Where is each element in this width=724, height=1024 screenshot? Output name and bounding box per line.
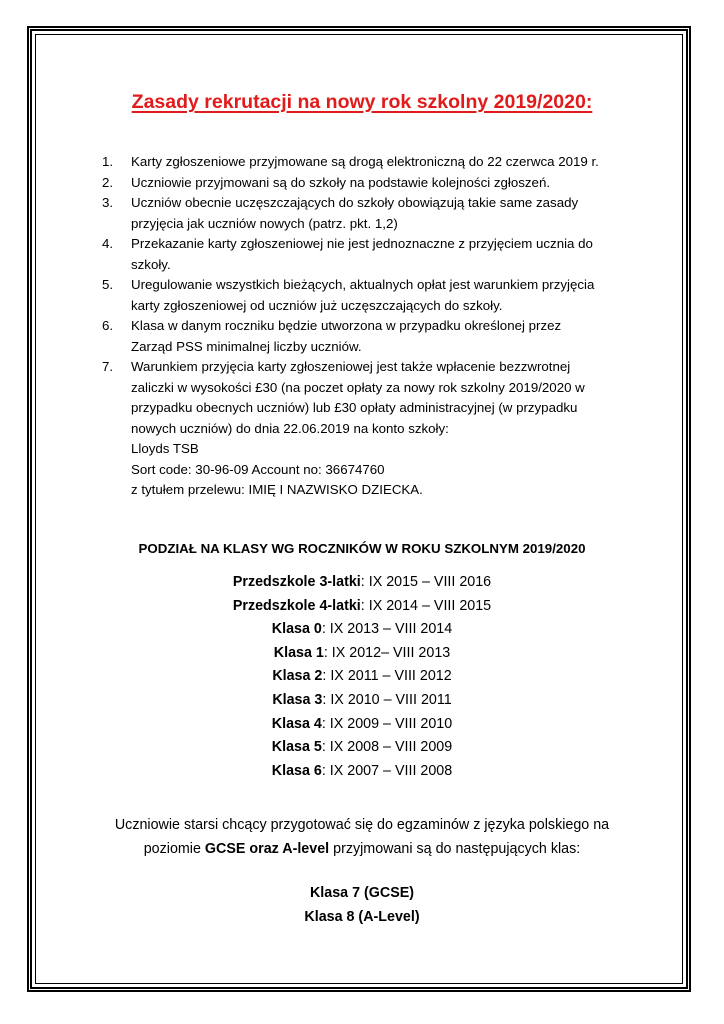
class-name: Klasa 1	[273, 644, 324, 661]
page-title: Zasady rekrutacji na nowy rok szkolny 2019/2020:	[131, 91, 593, 113]
older-students-note	[0, 813, 724, 861]
rule-number: 5.	[102, 277, 114, 292]
rule-text: Uczniowie przyjmowani są do szkoły na podstawie kolejności zgłoszeń.	[131, 174, 551, 190]
rule-text: zaliczki w wysokości £30 (na poczet opłaty za nowy rok szkolny 2019/2020 w	[131, 379, 585, 395]
class-range: : IX 2011 – VIII 2012	[322, 668, 452, 685]
upper-class-list	[0, 881, 724, 929]
rule-text: przyjęcia jak uczniów nowych (patrz. pkt. 1,2)	[131, 215, 398, 231]
class-row	[0, 713, 724, 737]
class-range: : IX 2012– VIII 2013	[323, 644, 451, 661]
bank-name: Lloyds TSB	[131, 441, 199, 456]
note-text: przyjmowani są do następujących klas:	[329, 841, 581, 857]
rule-text: Uczniów obecnie uczęszczających do szkoły obowiązują takie same zasady	[131, 195, 579, 210]
class-row	[0, 760, 724, 784]
class-range: : IX 2010 – VIII 2011	[322, 691, 452, 708]
rule-text: Przekazanie karty zgłoszeniowej nie jest jednoznaczne z przyjęciem ucznia do	[131, 236, 593, 251]
bank-account: Sort code: 30-96-09 Account no: 36674760	[131, 461, 385, 477]
rule-text: Klasa w danym roczniku będzie utworzona w przypadku określonej przez	[131, 318, 562, 333]
class-row	[0, 571, 724, 595]
upper-class-item: Klasa 7 (GCSE)	[309, 885, 415, 901]
class-name: Klasa 0	[271, 621, 322, 638]
rule-item-4	[102, 234, 642, 275]
rule-text: nowych uczniów) do dnia 22.06.2019 na konto szkoły:	[131, 420, 449, 436]
rule-item-5	[102, 275, 642, 316]
class-row	[0, 736, 724, 760]
class-name: Klasa 4	[271, 715, 322, 732]
class-range: : IX 2008 – VIII 2009	[321, 739, 453, 756]
rule-text: Uregulowanie wszystkich bieżących, aktualnych opłat jest warunkiem przyjęcia	[131, 277, 595, 292]
class-row	[0, 595, 724, 619]
rule-number: 6.	[102, 318, 114, 333]
rule-number: 3.	[102, 195, 114, 210]
rule-text: szkoły.	[131, 256, 171, 272]
rule-item-3	[102, 193, 642, 234]
rule-text: Karty zgłoszeniowe przyjmowane są drogą elektroniczną do 22 czerwca 2019 r.	[131, 154, 599, 169]
section-heading: PODZIAŁ NA KLASY WG ROCZNIKÓW W ROKU SZKOLNYM 2019/2020	[138, 541, 586, 556]
class-range: : IX 2007 – VIII 2008	[321, 762, 453, 779]
class-name: Klasa 3	[272, 691, 323, 708]
rule-item-7	[102, 357, 642, 501]
rules-list	[102, 152, 642, 501]
rule-item-1	[102, 152, 642, 173]
class-name: Przedszkole 4-latki	[232, 597, 361, 614]
class-row	[0, 689, 724, 713]
rule-number: 2.	[102, 174, 114, 190]
note-line	[0, 837, 724, 861]
rule-text: Zarząd PSS minimalnej liczby uczniów.	[131, 338, 362, 354]
class-range: : IX 2013 – VIII 2014	[321, 621, 453, 638]
class-range: : IX 2009 – VIII 2010	[321, 715, 453, 732]
transfer-title: z tytułem przelewu: IMIĘ I NAZWISKO DZIECKA.	[131, 482, 423, 497]
class-name: Przedszkole 3-latki	[232, 574, 361, 590]
class-name: Klasa 6	[271, 762, 322, 779]
class-row	[0, 642, 724, 666]
upper-class-item: Klasa 8 (A-Level)	[304, 909, 420, 925]
note-text: poziomie	[143, 841, 205, 857]
note-line: Uczniowie starsi chcący przygotować się do egzaminów z języka polskiego na	[114, 817, 610, 833]
rule-number: 7.	[102, 359, 114, 374]
class-range: : IX 2014 – VIII 2015	[360, 597, 492, 614]
rule-item-2	[102, 173, 642, 194]
rule-item-6	[102, 316, 642, 357]
rule-number: 4.	[102, 236, 114, 251]
class-row	[0, 618, 724, 642]
rule-text: przypadku obecnych uczniów) lub £30 opłaty administracyjnej (w przypadku	[131, 400, 578, 415]
rule-text: karty zgłoszeniowej od uczniów już uczęszczających do szkoły.	[131, 297, 503, 313]
class-name: Klasa 5	[271, 739, 322, 756]
class-year-list	[0, 571, 724, 783]
rule-number: 1.	[102, 154, 114, 169]
class-row	[0, 665, 724, 689]
note-exam-levels: GCSE oraz A-level	[204, 841, 330, 857]
class-name: Klasa 2	[272, 668, 323, 685]
class-range: : IX 2015 – VIII 2016	[360, 574, 492, 590]
rule-text: Warunkiem przyjęcia karty zgłoszeniowej jest także wpłacenie bezzwrotnej	[131, 359, 571, 374]
